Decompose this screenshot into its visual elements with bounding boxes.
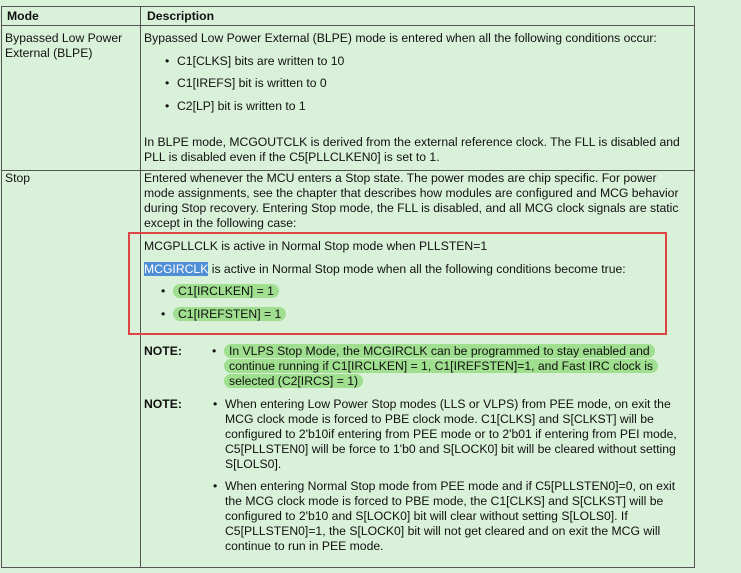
- selected-text-mcgirclk[interactable]: MCGIRCLK: [144, 262, 209, 276]
- note-2-bullet-2-line-1: • When entering Normal Stop mode from PEE mode and if C5[PLLSTEN0]=0, on exit: [225, 479, 676, 493]
- blpe-mode-line-2: External (BLPE): [5, 46, 93, 60]
- blpe-summary: [144, 135, 692, 165]
- blpe-bullet-3: • C2[LP] bit is written to 1: [177, 99, 306, 114]
- note-2-bullet-2: [225, 479, 691, 554]
- table-left-border: [1, 6, 2, 568]
- mode-description-table: [1, 6, 695, 570]
- pll-active-line: MCGPLLCLK is active in Normal Stop mode when PLLSTEN=1: [144, 239, 488, 253]
- table-right-border: [694, 6, 695, 568]
- note-2-bullet-2-line-5: continue to run in PEE mode.: [225, 539, 384, 553]
- header-mode: Mode: [7, 9, 39, 23]
- header-bottom-border: [1, 25, 695, 26]
- note-2-bullet-2-line-2: the MCG clock mode is forced to PBE mode, the C1[CLKS] and S[CLKST] will be: [225, 494, 664, 508]
- note-2-bullet-1: [225, 397, 691, 472]
- table-bottom-border: [1, 567, 695, 568]
- note-2-label: NOTE:: [144, 397, 182, 411]
- table-top-border: [1, 6, 695, 7]
- irc-bullet-1-text: C1[IRCLKEN] = 1: [173, 284, 279, 298]
- blpe-intro: Bypassed Low Power External (BLPE) mode is entered when all the following conditions occur:: [144, 31, 657, 45]
- stop-paragraph-line-1: Entered whenever the MCU enters a Stop state. The power modes are chip specific. For power: [144, 171, 657, 185]
- note-2-bullet-1-line-2: MCG clock mode is forced to PBE clock mode. C1[CLKS] and S[CLKST] will be: [225, 412, 654, 426]
- blpe-summary-line-1: In BLPE mode, MCGOUTCLK is derived from the external reference clock. The FLL is disabled and: [144, 135, 680, 149]
- blpe-bullet-1: • C1[CLKS] bits are written to 10: [177, 54, 344, 69]
- note-2-bullet-2-line-4: C5[PLLSTEN0]=1, the S[LOCK0] bit will not get cleared and on exit the MCG will: [225, 524, 661, 538]
- note-1-line-3: selected (C2[IRCS] = 1): [224, 374, 363, 388]
- note-1-line-2: continue running if C1[IRCLKEN] = 1, C1[IREFSTEN]=1, and Fast IRC clock is: [224, 359, 658, 373]
- note-1-bullet: [224, 344, 658, 389]
- blpe-mode-line-1: Bypassed Low Power: [5, 31, 123, 45]
- document-page: [1, 6, 695, 570]
- note-2-bullet-1-line-4: C5[PLLSTEN0] will be force to 1'b0 and S[LOCK0] bit will be cleared without setting: [225, 442, 676, 456]
- irc-active-line: [144, 262, 626, 277]
- stop-paragraph-line-4: except in the following case:: [144, 216, 297, 230]
- note-2-bullet-2-line-3: configured to 2'b10 and S[LOCK0] bit will clear without setting S[LOLS0]. If: [225, 509, 628, 523]
- note-2-bullet-1-line-1: • When entering Low Power Stop modes (LLS or VLPS) from PEE mode, on exit the: [225, 397, 671, 411]
- irc-bullet-2-text: C1[IREFSTEN] = 1: [173, 307, 286, 321]
- note-1-label: NOTE:: [144, 344, 182, 358]
- irc-bullet-1: [173, 284, 279, 299]
- stop-paragraph: [144, 171, 692, 231]
- note-2-bullet-1-line-3: configured to 2'b10if entering from PEE mode or to 2'b01 if entering from PEI mode,: [225, 427, 677, 441]
- note-2-bullet-1-line-5: S[LOLS0].: [225, 457, 282, 471]
- irc-active-rest: is active in Normal Stop mode when all the following conditions become true:: [208, 262, 626, 276]
- blpe-bullet-2: • C1[IREFS] bit is written to 0: [177, 76, 327, 91]
- note-1-line-1: In VLPS Stop Mode, the MCGIRCLK can be programmed to stay enabled and: [224, 344, 655, 358]
- irc-bullet-2: [173, 307, 286, 322]
- header-description: Description: [147, 9, 215, 23]
- blpe-summary-line-2: PLL is disabled even if the C5[PLLCLKEN0] is set to 1.: [144, 150, 440, 164]
- stop-paragraph-line-3: during Stop recovery. Entering Stop mode, the FLL is disabled, and all MCG clock signals are static: [144, 201, 679, 215]
- blpe-mode-name: [5, 31, 122, 61]
- stop-paragraph-line-2: mode assignments, see the chapter that describes how modules are configured and MCG behavior: [144, 186, 679, 200]
- stop-mode-name: Stop: [5, 171, 31, 185]
